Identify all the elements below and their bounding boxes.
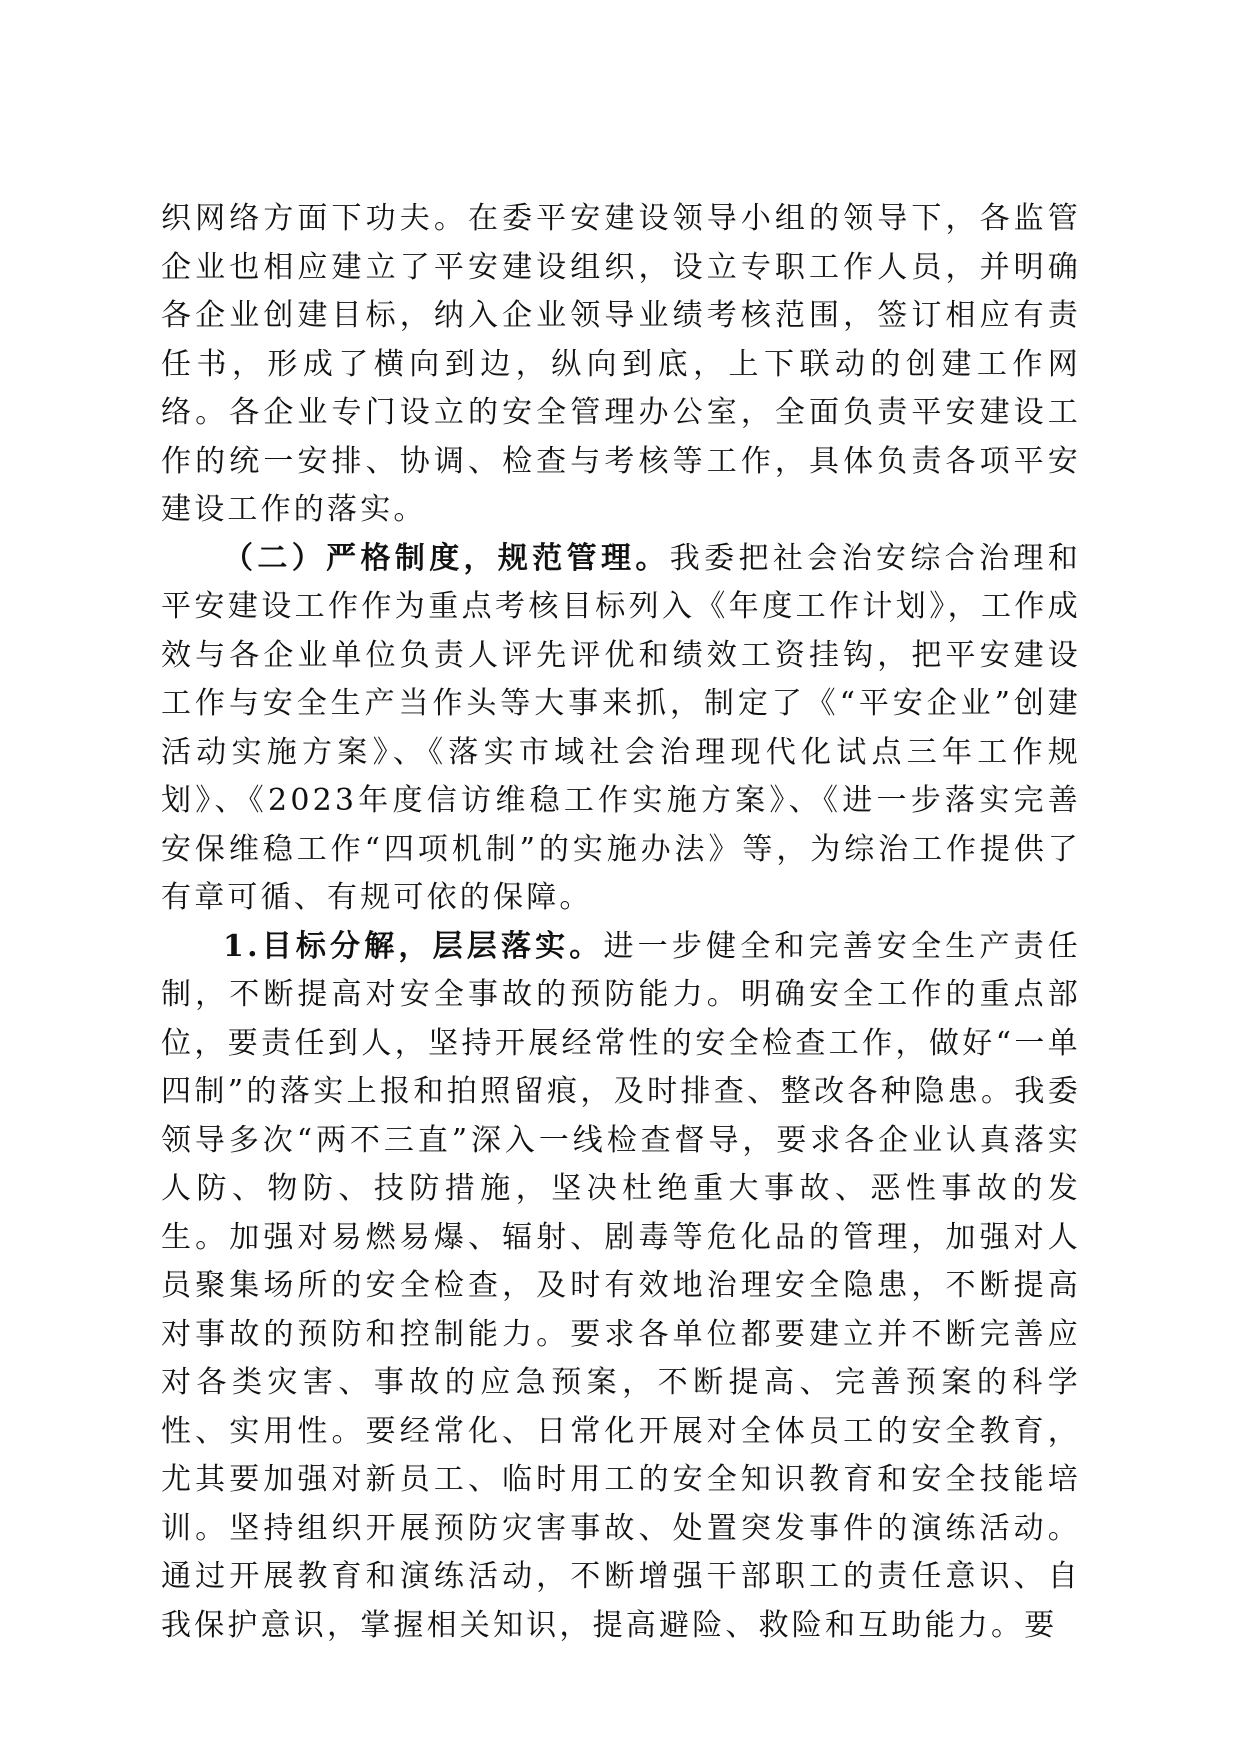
- paragraph-goal-decomposition: [161, 923, 1081, 1651]
- paragraph-organization-network: [161, 195, 1081, 535]
- subsection-heading: 1.目标分解，层层落实。: [223, 928, 604, 964]
- paragraph-text: 我委把社会治安综合治理和平安建设工作作为重点考核目标列入《年度工作计划》，工作成效与各企业单位负责人评先评优和绩效工资挂钩，把平安建设工作与安全生产当作头等大事来抓，制定了《“平安企业”创建活动实施方案》、《落实市域社会治理现代化试点三年工作规划》、《2023年度信访维稳工作实施方案》、《进一步落实完善安保维稳工作“四项机制”的实施办法》等，为综治工作提供了有章可循、有规可依的保障。: [161, 540, 1081, 915]
- paragraph-text: 进一步健全和完善安全生产责任制，不断提高对安全事故的预防能力。明确安全工作的重点部位，要责任到人，坚持开展经常性的安全检查工作，做好“一单四制”的落实上报和拍照留痕，及时排查、整改各种隐患。我委领导多次“两不三直”深入一线检查督导，要求各企业认真落实人防、物防、技防措施，坚决杜绝重大事故、恶性事故的发生。加强对易燃易爆、辐射、剧毒等危化品的管理，加强对人员聚集场所的安全检查，及时有效地治理安全隐患，不断提高对事故的预防和控制能力。要求各单位都要建立并不断完善应对各类灾害、事故的应急预案，不断提高、完善预案的科学性、实用性。要经常化、日常化开展对全体员工的安全教育，尤其要加强对新员工、临时用工的安全知识教育和安全技能培训。坚持组织开展预防灾害事故、处置突发事件的演练活动。通过开展教育和演练活动，不断增强干部职工的责任意识、自我保护意识，掌握相关知识，提高避险、救险和互助能力。要: [161, 928, 1081, 1643]
- paragraph-strict-system: [161, 535, 1081, 923]
- paragraph-text: 织网络方面下功夫。在委平安建设领导小组的领导下，各监管企业也相应建立了平安建设组织，设立专职工作人员，并明确各企业创建目标，纳入企业领导业绩考核范围，签订相应有责任书，形成了横向到边，纵向到底，上下联动的创建工作网络。各企业专门设立的安全管理办公室，全面负责平安建设工作的统一安排、协调、检查与考核等工作，具体负责各项平安建设工作的落实。: [161, 201, 1081, 527]
- section-heading: （二）严格制度，规范管理。: [223, 540, 670, 576]
- document-page: [161, 195, 1081, 1650]
